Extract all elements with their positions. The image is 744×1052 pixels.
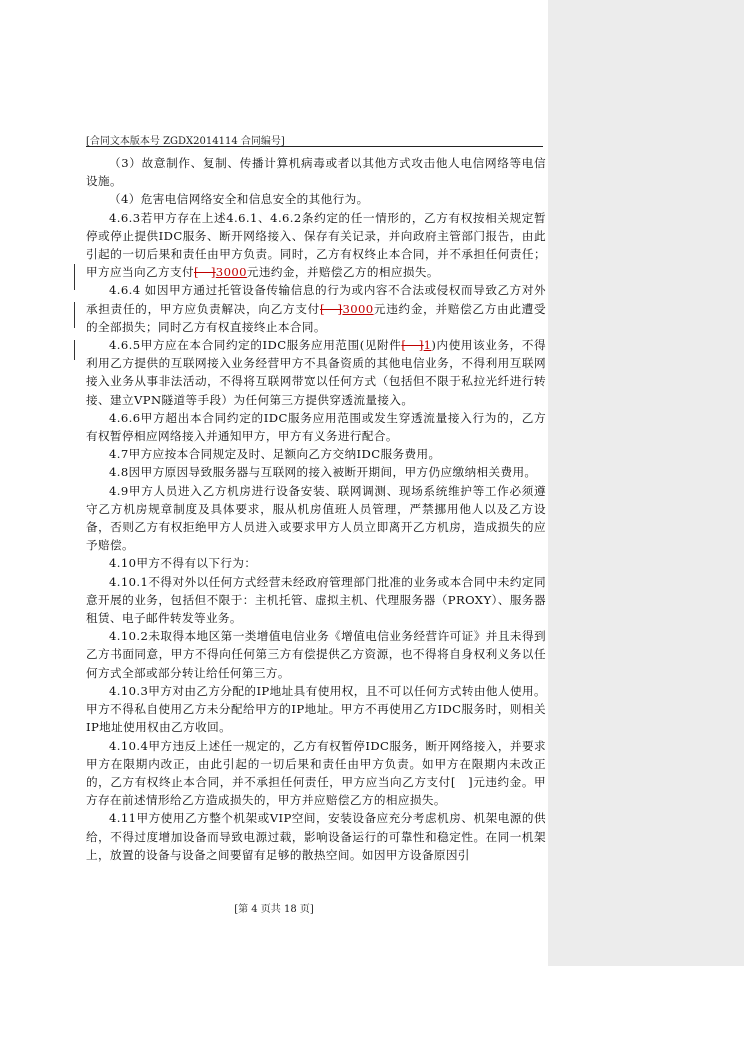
paragraph: 4.10.3甲方对由乙方分配的IP地址具有使用权，且不可以任何方式转由他人使用。甲方不得私自使用乙方未分配给甲方的IP地址。甲方不再使用乙方IDC服务时，则相关IP地址使用权由乙方收回。 (86, 683, 546, 735)
comment-pane (548, 0, 744, 966)
tracked-deletion: [ ] (401, 338, 424, 353)
paragraph: 4.10.4甲方违反上述任一规定的，乙方有权暂停IDC服务，断开网络接入，并要求甲方在限期内改正，由此引起的一切后果和责任由甲方负责。如甲方在限期内未改正的，乙方有权终止本合同，并不承担任何责任，甲方应当向乙方支付[ ]元违约金。甲方存在前述情形给乙方造成损失的，甲方并应赔偿乙方的相应损失。 (86, 738, 546, 808)
paragraph (86, 209, 546, 282)
paragraph: （3）故意制作、复制、传播计算机病毒或者以其他方式攻击他人电信网络等电信设施。 (86, 156, 546, 189)
text-run: )内使用该业务，不得利用乙方提供的互联网接入业务经营甲方不具备资质的其他电信业务，不得利用互联网接入业务从事非法活动，不得将互联网带宽以任何方式（包括但不限于私拉光纤进行转接、建立VPN隧道等手段）为任何第三方提供穿透流量接入。 (86, 338, 546, 407)
tracked-insertion: 3000 (215, 265, 247, 280)
paragraph (86, 281, 546, 336)
paragraph: 4.10甲方不得有以下行为： (109, 556, 257, 571)
text-run: 4.6.4 如因甲方通过托管设备传输信息的行为或内容不合法或侵权而导致乙方对外承担责任的，甲方应负责解决，向乙方支付 (86, 283, 546, 316)
change-bar (74, 340, 75, 360)
text-run: 4.6.3若甲方存在上述4.6.1、4.6.2条约定的任一情形的，乙方有权按相关规定暂停或停止提供IDC服务、断开网络接入、保存有关记录，并向政府主管部门报告，由此引起的一切后果和责任由甲方负责。同时，乙方有权终止本合同，并不承担任何责任；甲方应当向乙方支付 (86, 210, 546, 280)
paragraph: 4.10.2未取得本地区第一类增值电信业务《增值电信业务经营许可证》并且未得到乙方书面同意，甲方不得向任何第三方有偿提供乙方资源，也不得将自身权利义务以任何方式全部或部分转让给任何第三方。 (86, 629, 546, 680)
tracked-insertion: 1 (423, 338, 432, 353)
paragraph: 4.9甲方人员进入乙方机房进行设备安装、联网调测、现场系统维护等工作必须遵守乙方机房规章制度及具体要求，服从机房值班人员管理，严禁挪用他人以及乙方设备，否则乙方有权拒绝甲方人员进入或要求甲方人员立即离开乙方机房，造成损失的应予赔偿。 (86, 483, 546, 553)
paragraph: （4）危害电信网络安全和信息安全的其他行为。 (109, 192, 369, 207)
text-run: 元违约金，并赔偿乙方的相应损失。 (246, 265, 439, 280)
change-bar (74, 264, 75, 290)
paragraph: 4.6.6甲方超出本合同约定的IDC服务应用范围或发生穿透流量接入行为的，乙方有权暂停相应网络接入并通知甲方，甲方有义务进行配合。 (86, 410, 546, 444)
document-body (86, 154, 546, 864)
tracked-deletion: [ ] (193, 265, 216, 280)
paragraph: 4.7甲方应按本合同规定及时、足额向乙方交纳IDC服务费用。 (109, 447, 441, 462)
page-footer: [第 4 页共 18 页] (234, 904, 314, 915)
paragraph: 4.10.1不得对外以任何方式经营未经政府管理部门批准的业务或本合同中未约定同意开展的业务，包括但不限于：主机托管、虚拟主机、代理服务器（PROXY）、服务器租赁、电子邮件转发等业务。 (86, 574, 546, 626)
text-run: 4.6.5甲方应在本合同约定的IDC服务应用范围(见附件 (109, 338, 402, 353)
page-header: [合同文本版本号 ZGDX2014114 合同编号] (86, 136, 285, 147)
paragraph: 4.8因甲方原因导致服务器与互联网的接入被断开期间，甲方仍应缴纳相关费用。 (109, 465, 537, 480)
tracked-insertion: 3000 (342, 301, 374, 316)
text-run: 元违约金，并赔偿乙方由此遭受的全部损失；同时乙方有权直接终止本合同。 (86, 301, 546, 334)
tracked-deletion: [ ] (319, 301, 343, 316)
paragraph: 4.11甲方使用乙方整个机架或VIP空间，安装设备应充分考虑机房、机架电源的供给，不得过度增加设备而导致电源过载，影响设备运行的可靠性和稳定性。在同一机架上，放置的设备与设备之间要留有足够的散热空间。如因甲方设备原因引 (86, 811, 546, 862)
paragraph (86, 336, 546, 409)
change-bar (74, 302, 75, 328)
header-rule (86, 146, 543, 147)
